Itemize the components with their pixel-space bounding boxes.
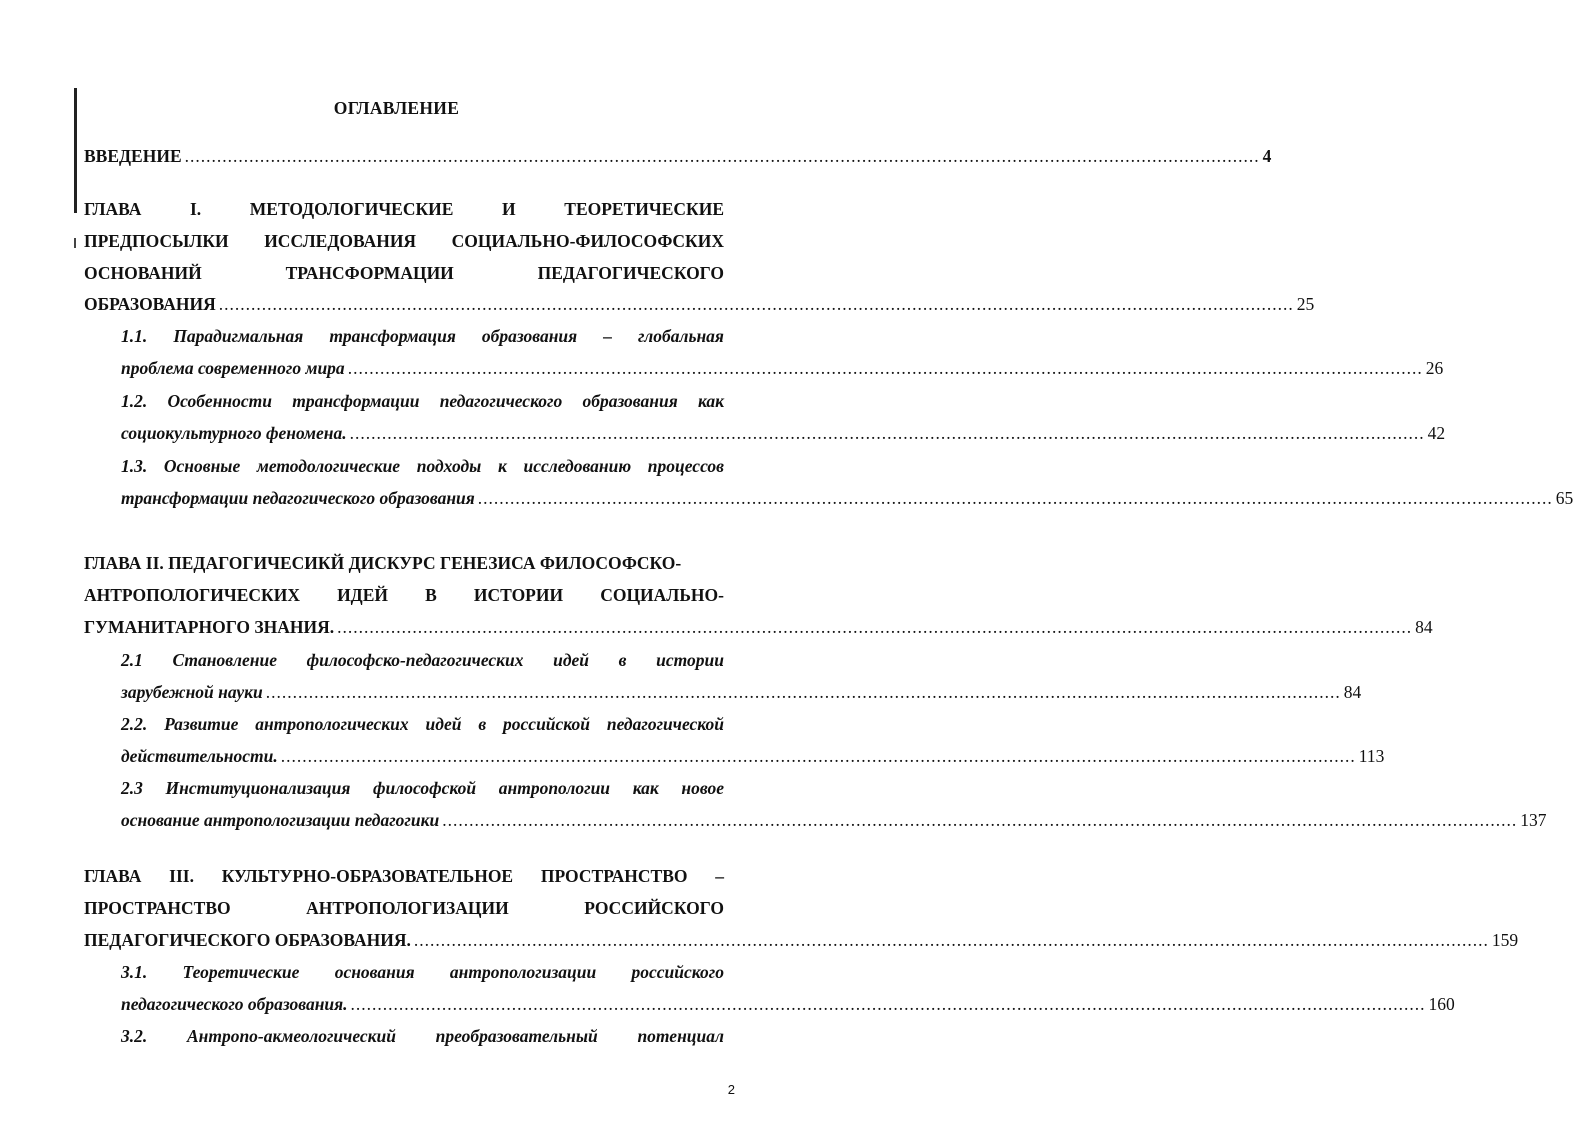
dot-leader: ........................................................................................................................................................................................................ [413, 930, 1489, 950]
chapter-3-heading-line-3[interactable]: ПЕДАГОГИЧЕСКОГО ОБРАЗОВАНИЯ. ........................................................................................................................................................................................................ 159 [84, 930, 1519, 950]
toc-title: ОГЛАВЛЕНИЕ [333, 98, 460, 118]
toc-page-number: 84 [1343, 682, 1362, 702]
chapter-1-heading-line-3[interactable]: ОСНОВАНИЙ ТРАНСФОРМАЦИИ ПЕДАГОГИЧЕСКОГО [84, 263, 724, 283]
toc-page-number: 84 [1415, 617, 1433, 637]
dot-leader: ........................................................................................................................................................................................................ [337, 617, 1413, 637]
toc-page-number: 159 [1491, 930, 1519, 950]
section-1-3-line-2[interactable]: трансформации педагогического образования ........................................................................................................................................................................................................ 65 [121, 488, 1573, 508]
toc-page-number: 42 [1427, 423, 1446, 443]
dot-leader: ........................................................................................................................................................................................................ [477, 488, 1553, 508]
chapter-2-heading-line-1[interactable]: ГЛАВА II. ПЕДАГОГИЧЕСИКЙ ДИСКУРС ГЕНЕЗИСА ФИЛОСОФСКО- [84, 553, 682, 573]
toc-page-number: 65 [1555, 488, 1573, 508]
chapter-2-heading-line-3[interactable]: ГУМАНИТАРНОГО ЗНАНИЯ. ........................................................................................................................................................................................................ 84 [84, 617, 1433, 637]
toc-page-number: 25 [1296, 294, 1315, 314]
toc-page-number: 4 [1262, 146, 1272, 166]
section-1-2-line-2[interactable]: социокультурного феномена. ........................................................................................................................................................................................................ 42 [121, 423, 1446, 443]
toc-page-number: 26 [1425, 358, 1444, 378]
section-1-3-line-1[interactable]: 1.3. Основные методологические подходы к исследованию процессов [121, 456, 724, 476]
section-2-2-line-2[interactable]: действительности. ........................................................................................................................................................................................................ 113 [121, 746, 1385, 766]
toc-page-number: 137 [1520, 810, 1547, 830]
dot-leader: ........................................................................................................................................................................................................ [349, 423, 1425, 443]
chapter-1-heading-line-1[interactable]: ГЛАВА I. МЕТОДОЛОГИЧЕСКИЕ И ТЕОРЕТИЧЕСКИЕ [84, 199, 724, 219]
section-3-1-line-2[interactable]: педагогического образования. ........................................................................................................................................................................................................ 160 [121, 994, 1455, 1014]
chapter-1-heading-line-4[interactable]: ОБРАЗОВАНИЯ ........................................................................................................................................................................................................ 25 [84, 294, 1315, 314]
chapter-3-heading-line-2[interactable]: ПРОСТРАНСТВО АНТРОПОЛОГИЗАЦИИ РОССИЙСКОГО [84, 898, 724, 918]
section-2-3-line-1[interactable]: 2.3 Институционализация философской антропологии как новое [121, 778, 724, 798]
section-3-2-line-1[interactable]: 3.2. Антропо-акмеологический преобразовательный потенциал [121, 1026, 724, 1046]
section-2-2-line-1[interactable]: 2.2. Развитие антропологических идей в российской педагогической [121, 714, 724, 734]
chapter-1-heading-line-2[interactable]: ПРЕДПОСЫЛКИ ИССЛЕДОВАНИЯ СОЦИАЛЬНО-ФИЛОСОФСКИХ [84, 231, 724, 251]
dot-leader: ........................................................................................................................................................................................................ [265, 682, 1341, 702]
dot-leader: ........................................................................................................................................................................................................ [350, 994, 1426, 1014]
toc-entry-intro[interactable] [84, 146, 1272, 166]
page-number: 2 [727, 1082, 735, 1097]
margin-scan-mark [74, 238, 76, 248]
section-2-1-line-2[interactable]: зарубежной науки ........................................................................................................................................................................................................ 84 [121, 682, 1362, 702]
dot-leader: ........................................................................................................................................................................................................ [347, 358, 1423, 378]
chapter-3-heading-line-1[interactable]: ГЛАВА III. КУЛЬТУРНО-ОБРАЗОВАТЕЛЬНОЕ ПРОСТРАНСТВО – [84, 866, 724, 886]
toc-page-number: 113 [1358, 746, 1385, 766]
chapter-2-heading-line-2[interactable]: АНТРОПОЛОГИЧЕСКИХ ИДЕЙ В ИСТОРИИ СОЦИАЛЬНО- [84, 585, 724, 605]
section-1-2-line-1[interactable]: 1.2. Особенности трансформации педагогического образования как [121, 391, 724, 411]
toc-entry-label: ВВЕДЕНИЕ [84, 146, 182, 166]
section-3-1-line-1[interactable]: 3.1. Теоретические основания антропологизации российского [121, 962, 724, 982]
dot-leader: ........................................................................................................................................................................................................ [280, 746, 1356, 766]
dot-leader: ........................................................................................................................................................................................................ [184, 146, 1260, 166]
section-1-1-line-1[interactable]: 1.1. Парадигмальная трансформация образования – глобальная [121, 326, 724, 346]
section-2-3-line-2[interactable]: основание антропологизации педагогики ........................................................................................................................................................................................................ 137 [121, 810, 1547, 830]
section-1-1-line-2[interactable]: проблема современного мира ........................................................................................................................................................................................................ 26 [121, 358, 1444, 378]
section-2-1-line-1[interactable]: 2.1 Становление философско-педагогических идей в истории [121, 650, 724, 670]
toc-page-number: 160 [1428, 994, 1455, 1014]
dot-leader: ........................................................................................................................................................................................................ [218, 294, 1294, 314]
dot-leader: ........................................................................................................................................................................................................ [442, 810, 1518, 830]
